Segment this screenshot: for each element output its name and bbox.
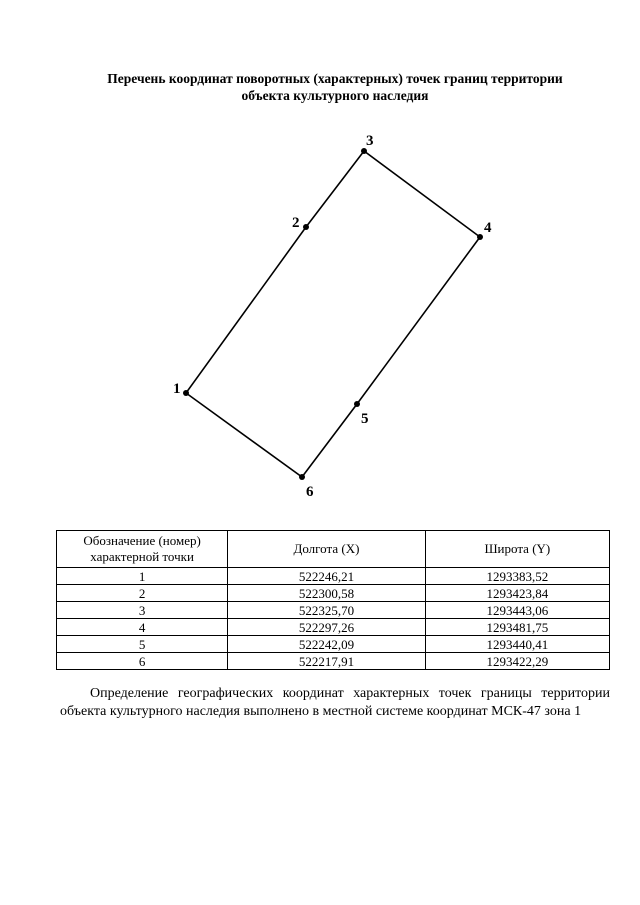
cell-x: 522297,26 <box>228 619 425 636</box>
point-label-5: 5 <box>361 411 369 427</box>
cell-point: 3 <box>57 602 228 619</box>
point-marker-6 <box>299 474 305 480</box>
cell-point: 2 <box>57 585 228 602</box>
point-label-2: 2 <box>292 215 300 231</box>
cell-y: 1293443,06 <box>425 602 609 619</box>
coordinates-table <box>56 530 610 670</box>
point-marker-4 <box>477 234 483 240</box>
cell-y: 1293440,41 <box>425 636 609 653</box>
cell-y: 1293481,75 <box>425 619 609 636</box>
cell-point: 5 <box>57 636 228 653</box>
header-point-number: Обозначение (номер) характерной точки <box>57 531 228 568</box>
table-row <box>57 585 610 602</box>
point-label-1: 1 <box>173 381 181 397</box>
title-line-1: Перечень координат поворотных (характерных) точек границ территории <box>107 71 563 86</box>
table-row <box>57 619 610 636</box>
cell-y: 1293422,29 <box>425 653 609 670</box>
cell-x: 522242,09 <box>228 636 425 653</box>
boundary-polygon <box>186 151 480 477</box>
cell-point: 4 <box>57 619 228 636</box>
table-row <box>57 602 610 619</box>
cell-x: 522325,70 <box>228 602 425 619</box>
point-label-4: 4 <box>484 220 492 236</box>
boundary-plan <box>0 120 640 500</box>
point-marker-5 <box>354 401 360 407</box>
table-row <box>57 636 610 653</box>
point-label-6: 6 <box>306 484 314 500</box>
cell-x: 522300,58 <box>228 585 425 602</box>
cell-point: 6 <box>57 653 228 670</box>
coordinate-system-note <box>60 685 610 720</box>
table-row <box>57 653 610 670</box>
cell-point: 1 <box>57 568 228 585</box>
point-marker-1 <box>183 390 189 396</box>
cell-x: 522217,91 <box>228 653 425 670</box>
document-title <box>60 70 610 104</box>
cell-x: 522246,21 <box>228 568 425 585</box>
header-latitude: Широта (Y) <box>425 531 609 568</box>
header-longitude: Долгота (X) <box>228 531 425 568</box>
cell-y: 1293423,84 <box>425 585 609 602</box>
title-line-2: объекта культурного наследия <box>241 88 429 103</box>
note-text: Определение географических координат характерных точек границы территории объекта культурного наследия выполнено в местной системе координат МСК-47 зона 1 <box>60 686 610 719</box>
point-marker-2 <box>303 224 309 230</box>
table-row <box>57 568 610 585</box>
cell-y: 1293383,52 <box>425 568 609 585</box>
point-label-3: 3 <box>366 133 374 149</box>
table-header-row <box>57 531 610 568</box>
